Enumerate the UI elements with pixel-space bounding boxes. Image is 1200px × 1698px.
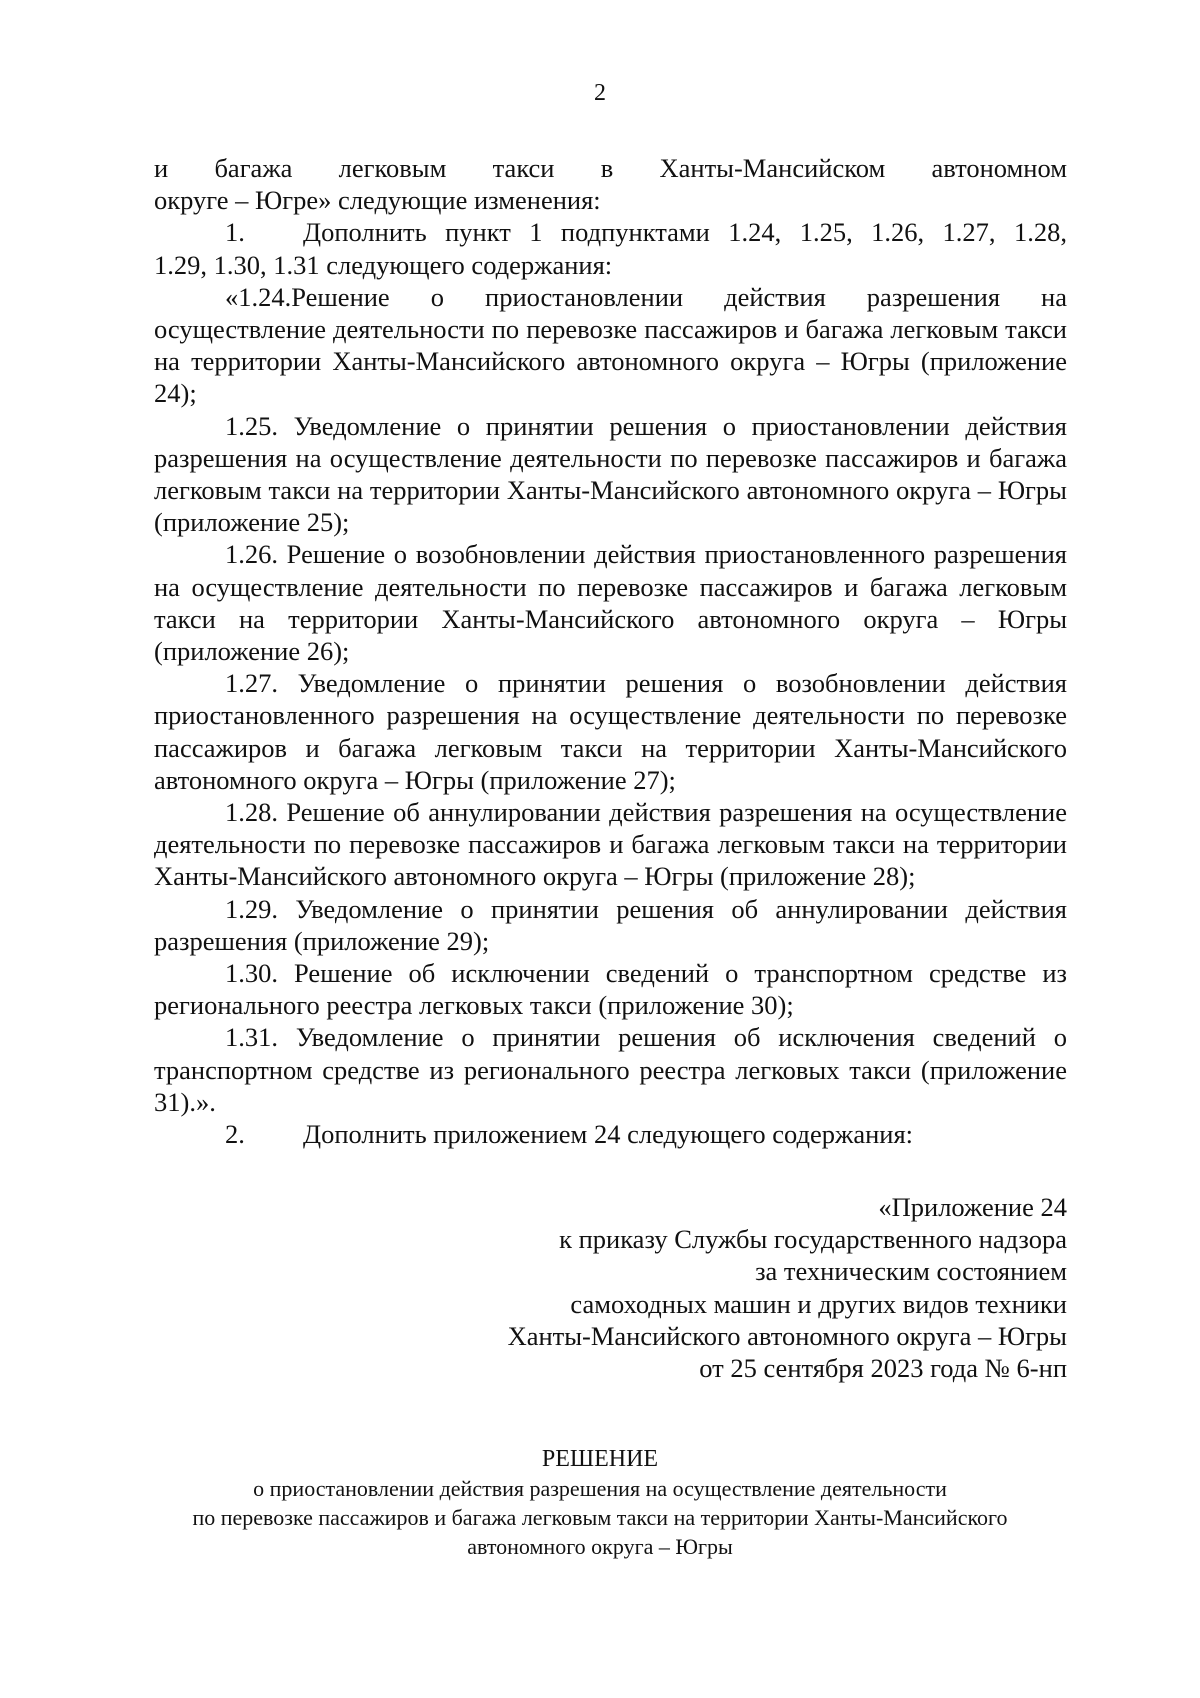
approval-line: к приказу Службы государственного надзора [559,1224,1067,1255]
intro-line-1: и багажа легковым такси в Ханты-Мансийском автономном [154,153,1067,183]
subitem-1-25: 1.25. Уведомление о принятии решения о приостановлении действия разрешения на осуществление деятельности по перевозке пассажиров и багажа легковым такси на территории Ханты-Мансийского автономного округа – Югры (приложение 25); [154,410,1067,538]
appendix-approval-block [508,1191,1067,1384]
approval-line: за техническим состоянием [755,1256,1067,1287]
item-1 [154,216,1067,248]
subitem-1-29: 1.29. Уведомление о принятии решения об аннулировании действия разрешения (приложение 29); [154,893,1067,956]
subitem-1-24: «1.24.Решение о приостановлении действия разрешения на осуществление деятельности по перевозке пассажиров и багажа легковым такси на территории Ханты-Мансийского автономного округа – Югры (приложение 24); [154,281,1067,409]
item-2 [154,1118,1067,1150]
approval-line: Ханты-Мансийского автономного округа – Югры [507,1320,1067,1351]
item-1-number: 1. [225,217,245,248]
item-2-text: Дополнить приложением 24 следующего содержания: [303,1119,913,1150]
subitem-1-31: 1.31. Уведомление о принятии решения об исключения сведений о транспортном средстве из регионального реестра легковых такси (приложение 31).». [154,1022,1067,1117]
subitem-1-30: 1.30. Решение об исключении сведений о транспортном средстве из регионального реестра легковых такси (приложение 30); [154,958,1067,1021]
decision-heading [0,1444,1200,1561]
page-number: 2 [594,80,606,106]
heading-title: РЕШЕНИЕ [541,1446,659,1472]
approval-line: самоходных машин и других видов техники [570,1288,1067,1319]
intro-line-2: округе – Югре» следующие изменения: [154,185,601,216]
heading-subtitle-line-1: о приостановлении действия разрешения на осуществление деятельности [253,1476,947,1501]
item-1-continuation: 1.29, 1.30, 1.31 следующего содержания: [154,249,613,280]
subitem-1-28: 1.28. Решение об аннулировании действия разрешения на осуществление деятельности по перевозке пассажиров и багажа легковым такси на территории Ханты-Мансийского автономного округа – Югры (приложение 28); [154,797,1067,892]
document-body [154,152,1067,1150]
approval-line: от 25 сентября 2023 года № 6-нп [699,1353,1067,1384]
item-1-text: Дополнить пункт 1 подпунктами 1.24, 1.25, 1.26, 1.27, 1.28, [303,217,1067,248]
subitem-1-27: 1.27. Уведомление о принятии решения о возобновлении действия приостановленного разрешения на осуществление деятельности по перевозке пассажиров и багажа легковым такси на территории Ханты-Мансийского автономного округа – Югры (приложение 27); [154,668,1067,795]
heading-subtitle-line-3: автономного округа – Югры [467,1534,733,1559]
item-2-number: 2. [225,1119,245,1150]
heading-subtitle-line-2: по перевозке пассажиров и багажа легковым такси на территории Ханты-Мансийского [192,1505,1008,1530]
approval-line: «Приложение 24 [878,1192,1067,1222]
subitem-1-26: 1.26. Решение о возобновлении действия приостановленного разрешения на осуществление деятельности по перевозке пассажиров и багажа легковым такси на территории Ханты-Мансийского автономного округа – Югры (приложение 26); [154,539,1067,667]
